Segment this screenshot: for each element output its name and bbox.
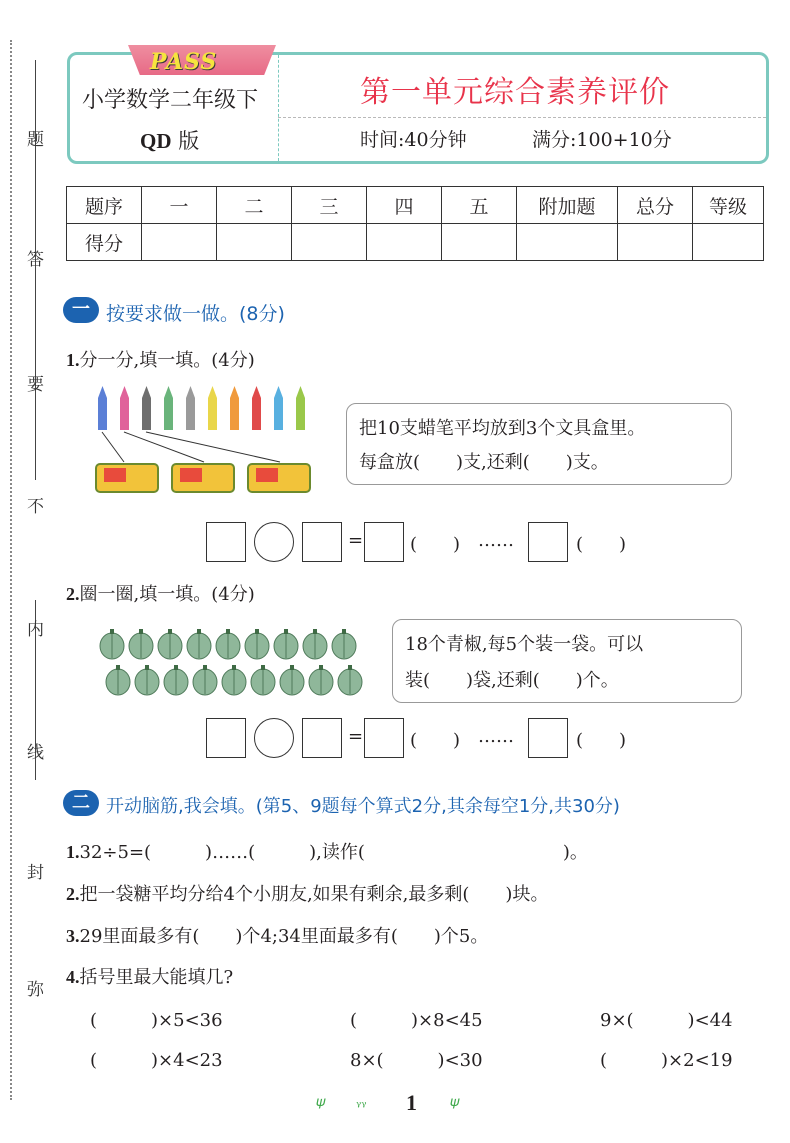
binding-line bbox=[35, 60, 36, 480]
score-cell[interactable] bbox=[367, 224, 442, 261]
question-bubble bbox=[392, 619, 742, 703]
grade-label: 小学数学二年级下 bbox=[82, 88, 259, 113]
edition-label bbox=[140, 125, 199, 155]
question-number: 3. bbox=[66, 926, 80, 946]
answer-box[interactable] bbox=[206, 718, 246, 758]
pepper-icon bbox=[106, 665, 130, 695]
binding-char: 题 bbox=[27, 130, 44, 150]
section-number: 二 bbox=[63, 790, 99, 816]
score-cell[interactable] bbox=[217, 224, 292, 261]
table-row bbox=[67, 224, 764, 261]
question-number: 4. bbox=[66, 967, 80, 987]
equation-row bbox=[206, 522, 666, 566]
binding-char: 封 bbox=[27, 863, 44, 883]
sprout-icon: ᵧᵧ bbox=[356, 1094, 367, 1110]
table-header-cell: 附加题 bbox=[517, 187, 618, 224]
question-text: 把一袋糖平均分给4个小朋友,如果有剩余,最多剩( )块。 bbox=[79, 884, 549, 905]
pepper-icon bbox=[164, 665, 188, 695]
header-divider bbox=[278, 55, 280, 161]
page-number: 1 bbox=[406, 1090, 417, 1115]
edition-code: QD bbox=[140, 129, 172, 153]
pepper-icon bbox=[303, 629, 327, 659]
fill-item[interactable]: ( )×4<23 bbox=[90, 1050, 223, 1071]
table-header-cell: 二 bbox=[217, 187, 292, 224]
page-title: 第一单元综合素养评价 bbox=[360, 75, 670, 110]
pepper-icon bbox=[222, 665, 246, 695]
pepper-icon bbox=[135, 665, 159, 695]
pepper-icon bbox=[280, 665, 304, 695]
equation-row bbox=[206, 718, 666, 762]
answer-box[interactable] bbox=[364, 718, 404, 758]
table-header-cell: 总分 bbox=[618, 187, 693, 224]
pepper-icon bbox=[158, 629, 182, 659]
unit-paren[interactable]: ( ) bbox=[576, 534, 627, 555]
pepper-icon bbox=[216, 629, 240, 659]
pepper-icon bbox=[309, 665, 333, 695]
pepper-icon bbox=[274, 629, 298, 659]
remainder-dots: …… bbox=[478, 530, 514, 551]
question-text: 分一分,填一填。(4分) bbox=[79, 350, 255, 371]
binding-char: 要 bbox=[27, 375, 44, 395]
question-2-4 bbox=[66, 963, 233, 989]
pepper-icon bbox=[338, 665, 362, 695]
quotient-paren[interactable]: ( ) bbox=[410, 730, 461, 751]
pepper-icon bbox=[129, 629, 153, 659]
table-header-cell: 题序 bbox=[67, 187, 142, 224]
question-1-2 bbox=[66, 580, 255, 606]
answer-box[interactable] bbox=[528, 718, 568, 758]
fill-item[interactable]: ( )×8<45 bbox=[350, 1010, 483, 1031]
bubble-line: 18个青椒,每5个装一袋。可以 bbox=[405, 634, 644, 655]
section-title: 开动脑筋,我会填。(第5、9题每个算式2分,其余每空1分,共30分) bbox=[106, 796, 620, 817]
pepper-icon bbox=[193, 665, 217, 695]
equals-sign: = bbox=[348, 726, 364, 747]
answer-box[interactable] bbox=[528, 522, 568, 562]
table-header-cell: 四 bbox=[367, 187, 442, 224]
full-score-info: 满分:100+10分 bbox=[532, 129, 672, 151]
score-cell[interactable] bbox=[442, 224, 517, 261]
sprout-icon: 𝜓 bbox=[316, 1094, 326, 1110]
question-2-3 bbox=[66, 922, 488, 948]
bubble-line: 每盒放( )支,还剩( )支。 bbox=[359, 452, 609, 473]
question-bubble bbox=[346, 403, 732, 485]
pepper-icon bbox=[245, 629, 269, 659]
pepper-icon bbox=[251, 665, 275, 695]
binding-char: 内 bbox=[27, 620, 44, 640]
edition-suffix: 版 bbox=[178, 129, 200, 153]
question-2-2 bbox=[66, 880, 548, 906]
score-cell[interactable] bbox=[292, 224, 367, 261]
header-divider bbox=[278, 117, 766, 118]
bubble-line: 装( )袋,还剩( )个。 bbox=[405, 670, 619, 691]
unit-paren[interactable]: ( ) bbox=[576, 730, 627, 751]
fill-item[interactable]: 8×( )<30 bbox=[350, 1050, 483, 1071]
score-cell[interactable] bbox=[693, 224, 764, 261]
question-number: 2. bbox=[66, 584, 80, 604]
table-row-label: 得分 bbox=[67, 224, 142, 261]
table-header-cell: 三 bbox=[292, 187, 367, 224]
score-cell[interactable] bbox=[142, 224, 217, 261]
operator-circle[interactable] bbox=[254, 522, 294, 562]
table-header-cell: 五 bbox=[442, 187, 517, 224]
remainder-dots: …… bbox=[478, 726, 514, 747]
equals-sign: = bbox=[348, 530, 364, 551]
crayon-icon bbox=[98, 386, 305, 430]
pass-logo: PASS bbox=[150, 49, 218, 75]
table-row bbox=[67, 187, 764, 224]
score-cell[interactable] bbox=[517, 224, 618, 261]
question-text: 29里面最多有( )个4;34里面最多有( )个5。 bbox=[79, 926, 489, 947]
arrow-icon bbox=[102, 432, 280, 462]
question-text: 括号里最大能填几? bbox=[79, 967, 234, 988]
question-text: 32÷5=( )……( ),读作( )。 bbox=[79, 842, 588, 863]
question-number: 1. bbox=[66, 350, 80, 370]
answer-box[interactable] bbox=[302, 718, 342, 758]
binding-char: 不 bbox=[27, 497, 44, 517]
pepper-icon bbox=[332, 629, 356, 659]
question-number: 2. bbox=[66, 884, 80, 904]
answer-box[interactable] bbox=[364, 522, 404, 562]
crayons-boxes-illustration bbox=[94, 384, 314, 504]
pencil-box-icon bbox=[96, 464, 310, 492]
binding-char: 线 bbox=[27, 743, 44, 763]
peppers-illustration bbox=[98, 626, 368, 696]
operator-circle[interactable] bbox=[254, 718, 294, 758]
fill-item[interactable]: 9×( )<44 bbox=[600, 1010, 733, 1031]
bubble-line: 把10支蜡笔平均放到3个文具盒里。 bbox=[359, 418, 646, 439]
quotient-paren[interactable]: ( ) bbox=[410, 534, 461, 555]
answer-box[interactable] bbox=[302, 522, 342, 562]
binding-char: 弥 bbox=[27, 980, 44, 1000]
answer-box[interactable] bbox=[206, 522, 246, 562]
binding-dotted-line bbox=[10, 40, 12, 1100]
score-table bbox=[66, 186, 764, 261]
binding-char: 答 bbox=[27, 250, 44, 270]
fill-item[interactable]: ( )×5<36 bbox=[90, 1010, 223, 1031]
question-number: 1. bbox=[66, 842, 80, 862]
sprout-icon: 𝜓 bbox=[450, 1094, 460, 1110]
time-info: 时间:40分钟 bbox=[360, 129, 467, 151]
question-text: 圈一圈,填一填。(4分) bbox=[79, 584, 255, 605]
pepper-icon bbox=[100, 629, 124, 659]
question-1-1 bbox=[66, 346, 255, 372]
section-number: 一 bbox=[63, 297, 99, 323]
exam-header bbox=[67, 49, 769, 164]
pepper-icon bbox=[187, 629, 211, 659]
fill-item[interactable]: ( )×2<19 bbox=[600, 1050, 733, 1071]
section-title: 按要求做一做。(8分) bbox=[106, 303, 285, 325]
table-header-cell: 一 bbox=[142, 187, 217, 224]
score-cell[interactable] bbox=[618, 224, 693, 261]
table-header-cell: 等级 bbox=[693, 187, 764, 224]
question-2-1 bbox=[66, 838, 588, 864]
